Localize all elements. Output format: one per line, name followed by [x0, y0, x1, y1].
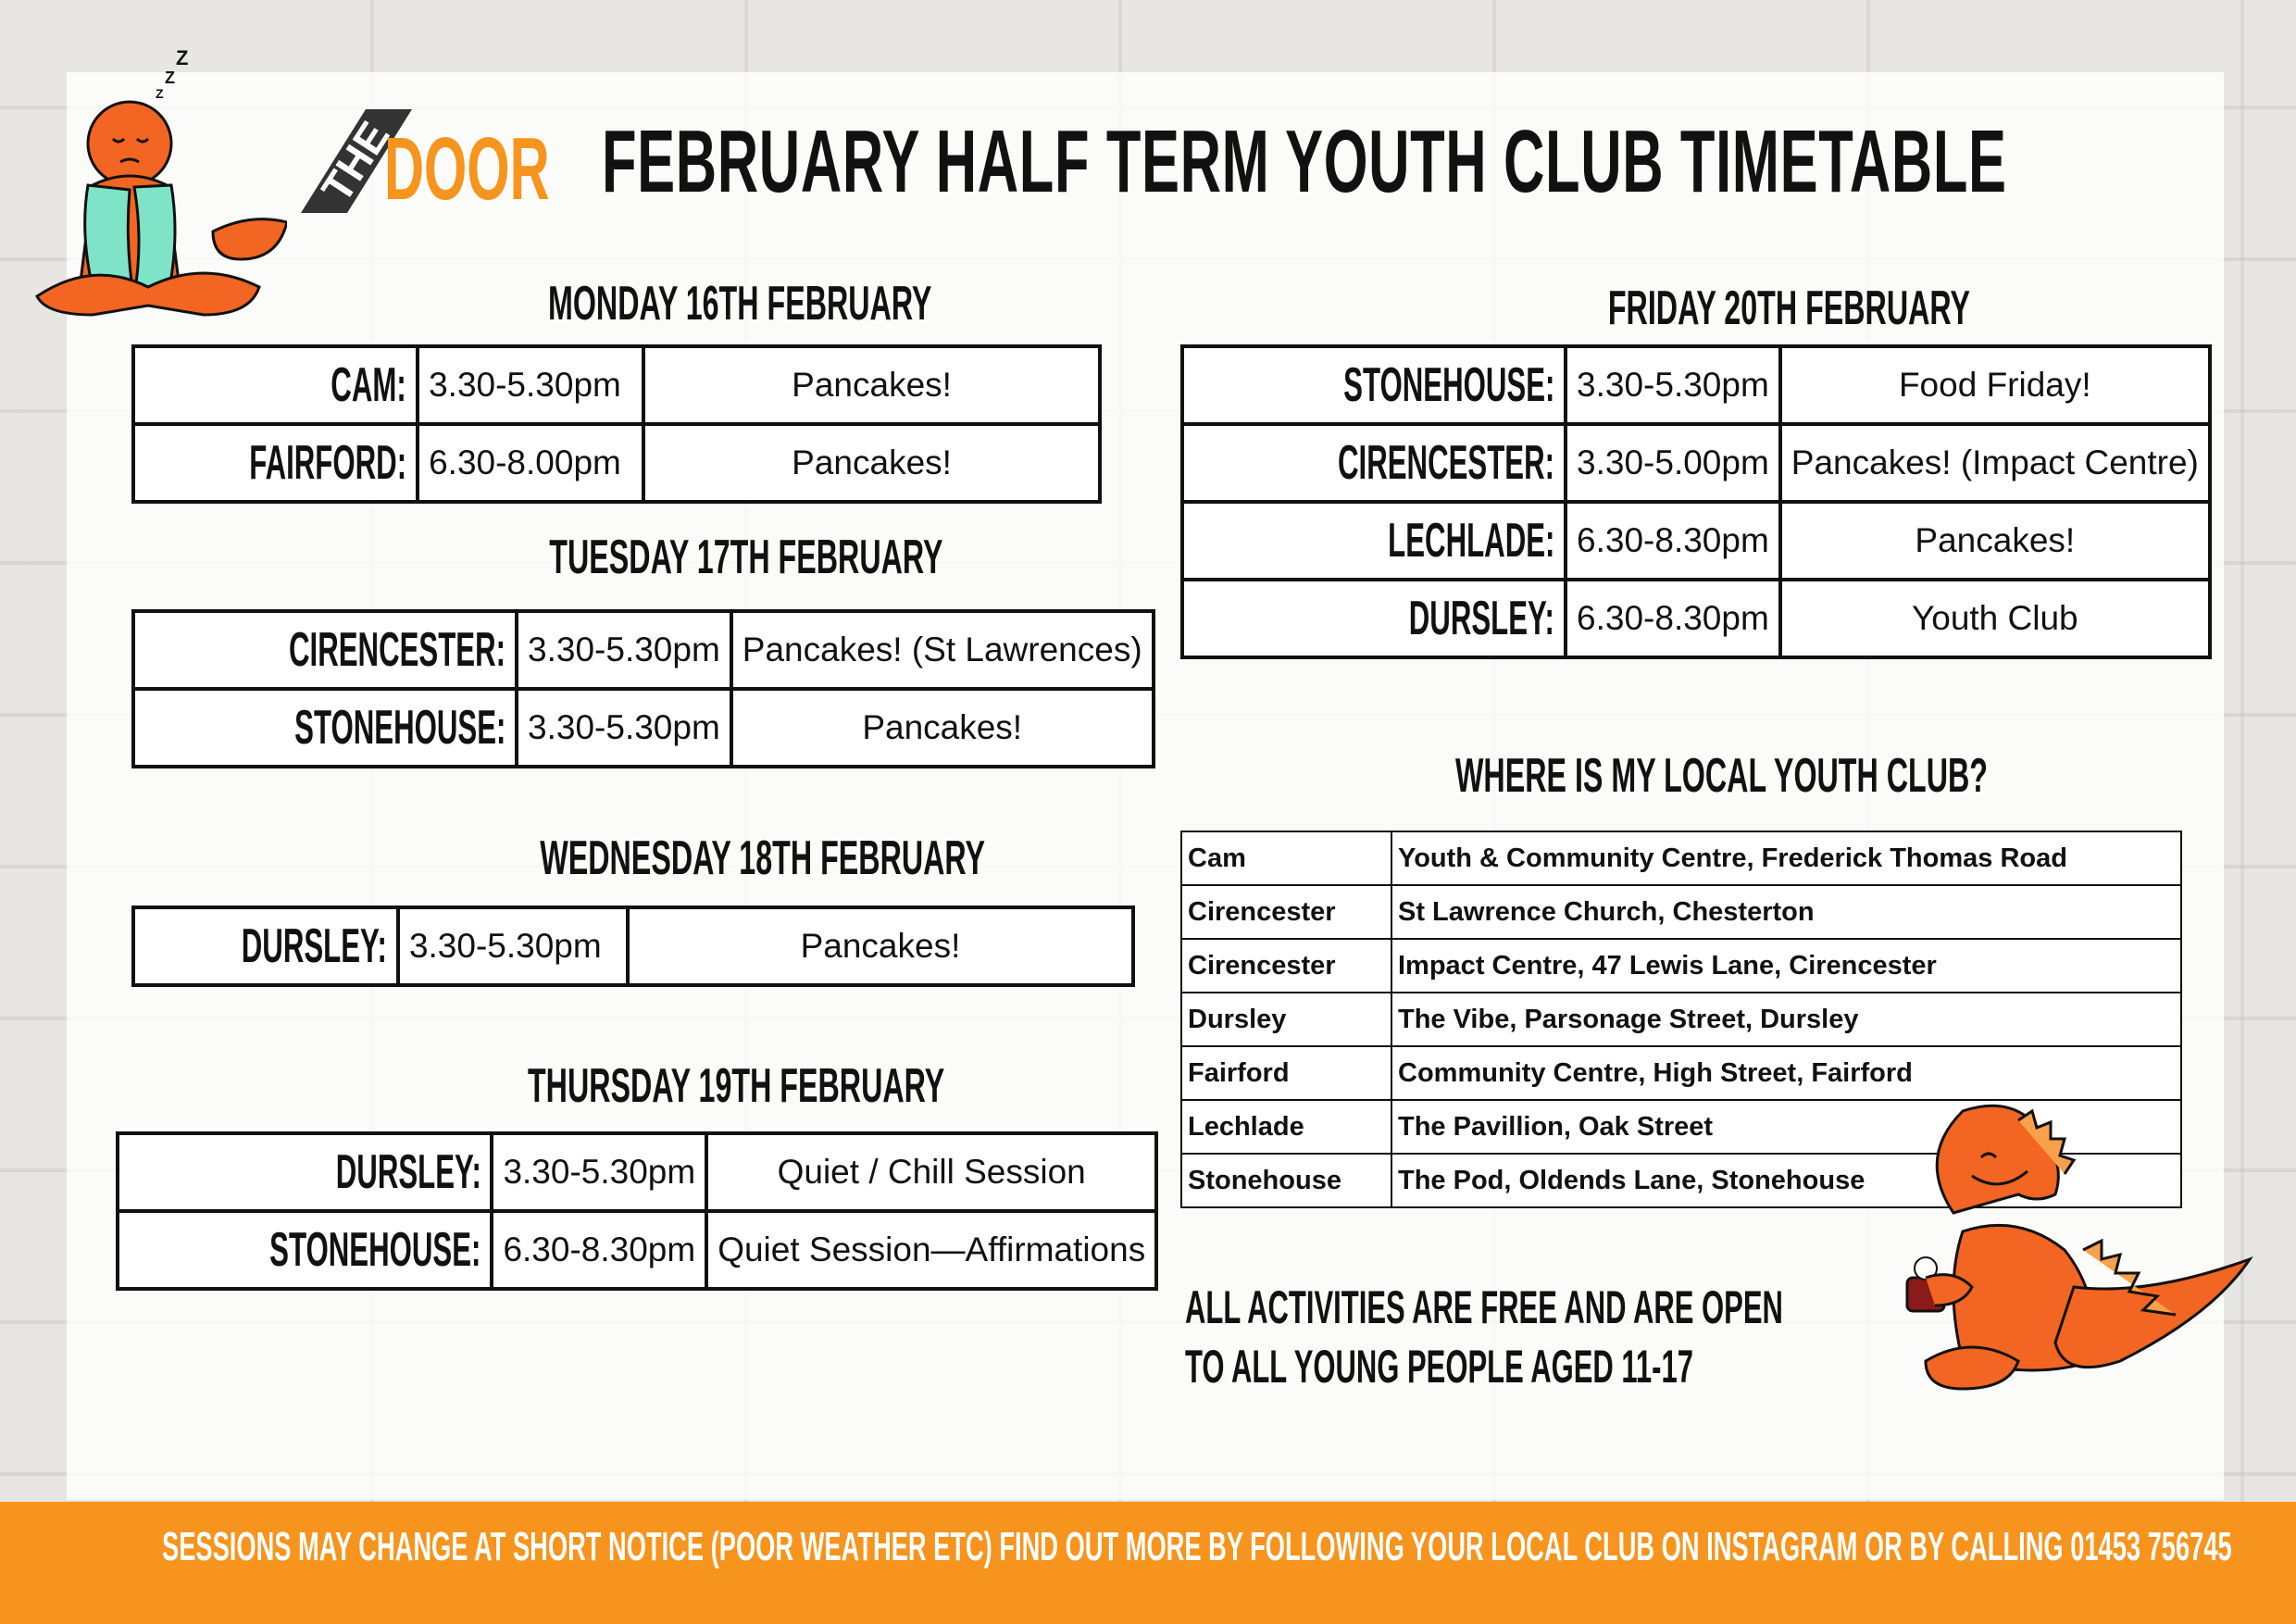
tuesday-heading: TUESDAY 17TH FEBRUARY	[549, 531, 943, 584]
activity-cell: Pancakes!	[1780, 502, 2210, 580]
free-notice-line1: ALL ACTIVITIES ARE FREE AND ARE OPEN	[1185, 1281, 1783, 1333]
location-name: Cam	[1181, 831, 1391, 885]
time-cell: 3.30-5.30pm	[517, 611, 731, 689]
location-address: The Pavillion, Oak Street	[1391, 1100, 2181, 1154]
location-address: St Lawrence Church, Chesterton	[1391, 885, 2181, 939]
svg-text:Z: Z	[156, 86, 164, 101]
logo-door-text: DOOR	[384, 119, 550, 219]
location-name: Lechlade	[1181, 1100, 1391, 1154]
footer-notice: SESSIONS MAY CHANGE AT SHORT NOTICE (POOR WEATHER ETC) FIND OUT MORE BY FOLLOWING YOUR LOCAL CLUB ON INSTAGRAM OR BY CALLING 01453 756745	[162, 1524, 2232, 1569]
table-row	[1181, 939, 2181, 993]
thursday-heading: THURSDAY 19TH FEBRUARY	[527, 1059, 945, 1113]
activity-cell: Pancakes! (St Lawrences)	[731, 611, 1154, 689]
location-name: Dursley	[1181, 993, 1391, 1046]
time-cell: 6.30-8.30pm	[492, 1211, 706, 1289]
table-row	[1181, 1046, 2181, 1100]
dinosaur-with-hot-chocolate-illustration	[1870, 1102, 2259, 1417]
table-row	[118, 1211, 1156, 1289]
friday-heading: FRIDAY 20TH FEBRUARY	[1607, 281, 1970, 335]
location-name: Fairford	[1181, 1046, 1391, 1100]
table-row	[133, 346, 1100, 424]
table-row	[1181, 993, 2181, 1046]
activity-cell: Quiet Session—Affirmations	[706, 1211, 1156, 1289]
table-row	[1182, 346, 2210, 424]
tuesday-table	[131, 609, 1155, 768]
table-row	[133, 424, 1100, 502]
location-name: Cirencester	[1181, 885, 1391, 939]
table-row	[133, 611, 1154, 689]
table-row	[1181, 831, 2181, 885]
activity-cell: Pancakes!	[643, 346, 1100, 424]
free-notice	[1185, 1278, 1783, 1396]
time-cell: 3.30-5.30pm	[398, 907, 628, 985]
activity-cell: Quiet / Chill Session	[706, 1133, 1156, 1211]
activity-cell: Food Friday!	[1780, 346, 2210, 424]
place-cell: DURSLEY:	[133, 907, 398, 985]
place-cell: CAM:	[133, 346, 418, 424]
time-cell: 3.30-5.30pm	[517, 689, 731, 767]
sleeping-character-illustration	[28, 46, 287, 333]
table-row	[133, 689, 1154, 767]
page-title: FEBRUARY HALF TERM YOUTH CLUB TIMETABLE	[602, 112, 2007, 211]
location-name: Stonehouse	[1181, 1154, 1391, 1207]
location-name: Cirencester	[1181, 939, 1391, 993]
monday-heading: MONDAY 16TH FEBRUARY	[548, 277, 932, 331]
activity-cell: Youth Club	[1780, 580, 2210, 657]
time-cell: 3.30-5.00pm	[1566, 424, 1780, 502]
activity-cell: Pancakes!	[731, 689, 1154, 767]
time-cell: 3.30-5.30pm	[418, 346, 643, 424]
place-cell: DURSLEY:	[1182, 580, 1566, 657]
wednesday-table	[131, 906, 1135, 987]
table-row	[118, 1133, 1156, 1211]
time-cell: 3.30-5.30pm	[492, 1133, 706, 1211]
svg-text:THE: THE	[311, 112, 399, 211]
place-cell: DURSLEY:	[118, 1133, 492, 1211]
wednesday-heading: WEDNESDAY 18TH FEBRUARY	[540, 831, 986, 885]
place-cell: LECHLADE:	[1182, 502, 1566, 580]
table-row	[133, 907, 1133, 985]
place-cell: STONEHOUSE:	[118, 1211, 492, 1289]
location-address: The Pod, Oldends Lane, Stonehouse	[1391, 1154, 2181, 1207]
activity-cell: Pancakes! (Impact Centre)	[1780, 424, 2210, 502]
table-row	[1181, 885, 2181, 939]
location-address: Youth & Community Centre, Frederick Thomas Road	[1391, 831, 2181, 885]
thursday-table	[116, 1131, 1158, 1291]
place-cell: STONEHOUSE:	[1182, 346, 1566, 424]
time-cell: 6.30-8.00pm	[418, 424, 643, 502]
time-cell: 6.30-8.30pm	[1566, 502, 1780, 580]
table-row	[1182, 580, 2210, 657]
location-address: The Vibe, Parsonage Street, Dursley	[1391, 993, 2181, 1046]
free-notice-line2: TO ALL YOUNG PEOPLE AGED 11-17	[1185, 1341, 1693, 1393]
location-address: Community Centre, High Street, Fairford	[1391, 1046, 2181, 1100]
table-row	[1182, 502, 2210, 580]
monday-table	[131, 344, 1102, 504]
place-cell: STONEHOUSE:	[133, 689, 517, 767]
svg-text:Z: Z	[165, 69, 175, 87]
friday-table	[1180, 344, 2212, 659]
time-cell: 6.30-8.30pm	[1566, 580, 1780, 657]
activity-cell: Pancakes!	[643, 424, 1100, 502]
locations-heading: WHERE IS MY LOCAL YOUTH CLUB?	[1455, 749, 1988, 803]
place-cell: FAIRFORD:	[133, 424, 418, 502]
place-cell: CIRENCESTER:	[1182, 424, 1566, 502]
location-address: Impact Centre, 47 Lewis Lane, Cirencester	[1391, 939, 2181, 993]
place-cell: CIRENCESTER:	[133, 611, 517, 689]
time-cell: 3.30-5.30pm	[1566, 346, 1780, 424]
activity-cell: Pancakes!	[628, 907, 1133, 985]
sleep-z-icon: Z	[176, 46, 189, 69]
table-row	[1182, 424, 2210, 502]
